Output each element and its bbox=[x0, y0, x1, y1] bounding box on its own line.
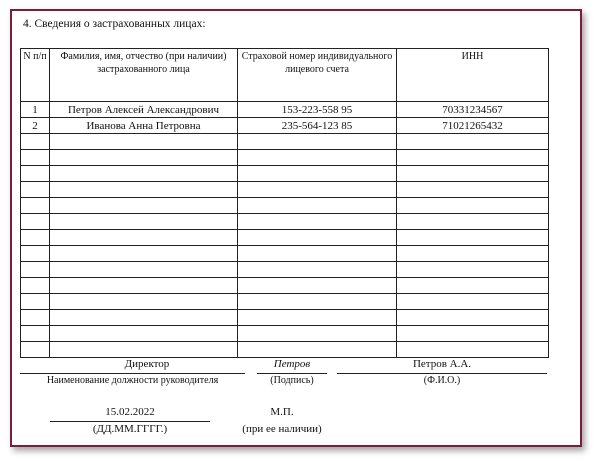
empty-cell bbox=[50, 230, 238, 246]
signature-label: (Подпись) bbox=[270, 375, 314, 386]
cell-full-name: Петров Алексей Александрович bbox=[50, 102, 238, 118]
empty-cell bbox=[50, 166, 238, 182]
section-title: 4. Сведения о застрахованных лицах: bbox=[23, 18, 206, 30]
cell-inn: 70331234567 bbox=[397, 102, 549, 118]
empty-cell bbox=[50, 310, 238, 326]
insured-persons-table bbox=[20, 48, 549, 358]
table-row-empty bbox=[21, 214, 549, 230]
empty-cell bbox=[397, 342, 549, 358]
empty-cell bbox=[21, 342, 50, 358]
position-label: Наименование должности руководителя bbox=[46, 375, 219, 386]
empty-cell bbox=[397, 166, 549, 182]
empty-cell bbox=[397, 262, 549, 278]
table-row-empty bbox=[21, 150, 549, 166]
empty-cell bbox=[238, 166, 397, 182]
empty-cell bbox=[238, 246, 397, 262]
cell-number: 2 bbox=[21, 118, 50, 134]
empty-cell bbox=[238, 214, 397, 230]
empty-cell bbox=[50, 262, 238, 278]
date-line bbox=[50, 421, 210, 422]
empty-cell bbox=[21, 198, 50, 214]
empty-cell bbox=[397, 182, 549, 198]
empty-cell bbox=[238, 182, 397, 198]
form-frame bbox=[10, 9, 582, 447]
header-full-name: Фамилия, имя, отчество (при наличии) застрахованного лица bbox=[50, 49, 238, 102]
cell-snils: 235-564-123 85 bbox=[238, 118, 397, 134]
empty-cell bbox=[397, 214, 549, 230]
empty-cell bbox=[238, 134, 397, 150]
empty-cell bbox=[50, 278, 238, 294]
date-label: (ДД.ММ.ГГГГ.) bbox=[92, 423, 168, 435]
empty-cell bbox=[21, 326, 50, 342]
date-value: 15.02.2022 bbox=[105, 406, 155, 418]
table-row-empty bbox=[21, 326, 549, 342]
table-header-row bbox=[21, 49, 549, 102]
empty-cell bbox=[238, 150, 397, 166]
empty-cell bbox=[50, 182, 238, 198]
empty-cell bbox=[21, 278, 50, 294]
empty-cell bbox=[50, 294, 238, 310]
empty-cell bbox=[21, 150, 50, 166]
table-row-empty bbox=[21, 166, 549, 182]
empty-cell bbox=[21, 310, 50, 326]
cell-full-name: Иванова Анна Петровна bbox=[50, 118, 238, 134]
empty-cell bbox=[50, 246, 238, 262]
empty-cell bbox=[238, 230, 397, 246]
cell-number: 1 bbox=[21, 102, 50, 118]
empty-cell bbox=[397, 230, 549, 246]
table-row-empty bbox=[21, 198, 549, 214]
full-name-value: Петров А.А. bbox=[412, 358, 472, 370]
table-row bbox=[21, 102, 549, 118]
header-inn: ИНН bbox=[397, 49, 549, 102]
empty-cell bbox=[238, 326, 397, 342]
empty-cell bbox=[238, 262, 397, 278]
empty-cell bbox=[50, 326, 238, 342]
signature-value: Петров bbox=[273, 358, 311, 370]
empty-cell bbox=[397, 326, 549, 342]
position-value: Директор bbox=[124, 358, 170, 370]
empty-cell bbox=[21, 230, 50, 246]
table-row bbox=[21, 118, 549, 134]
empty-cell bbox=[238, 294, 397, 310]
empty-cell bbox=[50, 150, 238, 166]
position-line bbox=[20, 373, 245, 374]
empty-cell bbox=[50, 134, 238, 150]
empty-cell bbox=[21, 246, 50, 262]
table-row-empty bbox=[21, 134, 549, 150]
empty-cell bbox=[21, 294, 50, 310]
empty-cell bbox=[397, 198, 549, 214]
table-row-empty bbox=[21, 182, 549, 198]
stamp-value: М.П. bbox=[270, 406, 294, 418]
signature-line bbox=[257, 373, 327, 374]
table-row-empty bbox=[21, 294, 549, 310]
empty-cell bbox=[397, 134, 549, 150]
table-row-empty bbox=[21, 310, 549, 326]
table-row-empty bbox=[21, 278, 549, 294]
empty-cell bbox=[397, 294, 549, 310]
empty-cell bbox=[21, 166, 50, 182]
empty-cell bbox=[397, 310, 549, 326]
empty-cell bbox=[397, 278, 549, 294]
empty-cell bbox=[238, 278, 397, 294]
empty-cell bbox=[50, 198, 238, 214]
full-name-line bbox=[337, 373, 547, 374]
header-number: N п/п bbox=[21, 49, 50, 102]
empty-cell bbox=[21, 134, 50, 150]
table-row-empty bbox=[21, 246, 549, 262]
header-snils: Страховой номер индивидуального лицевого счета bbox=[238, 49, 397, 102]
empty-cell bbox=[21, 262, 50, 278]
table-row-empty bbox=[21, 230, 549, 246]
empty-cell bbox=[397, 246, 549, 262]
empty-cell bbox=[50, 214, 238, 230]
empty-cell bbox=[397, 150, 549, 166]
stamp-label: (при ее наличии) bbox=[242, 423, 322, 435]
cell-inn: 71021265432 bbox=[397, 118, 549, 134]
cell-snils: 153-223-558 95 bbox=[238, 102, 397, 118]
empty-cell bbox=[21, 214, 50, 230]
table-row-empty bbox=[21, 342, 549, 358]
table-row-empty bbox=[21, 262, 549, 278]
empty-cell bbox=[238, 342, 397, 358]
empty-cell bbox=[238, 198, 397, 214]
full-name-label: (Ф.И.О.) bbox=[423, 375, 461, 386]
empty-cell bbox=[238, 310, 397, 326]
empty-cell bbox=[50, 342, 238, 358]
empty-cell bbox=[21, 182, 50, 198]
